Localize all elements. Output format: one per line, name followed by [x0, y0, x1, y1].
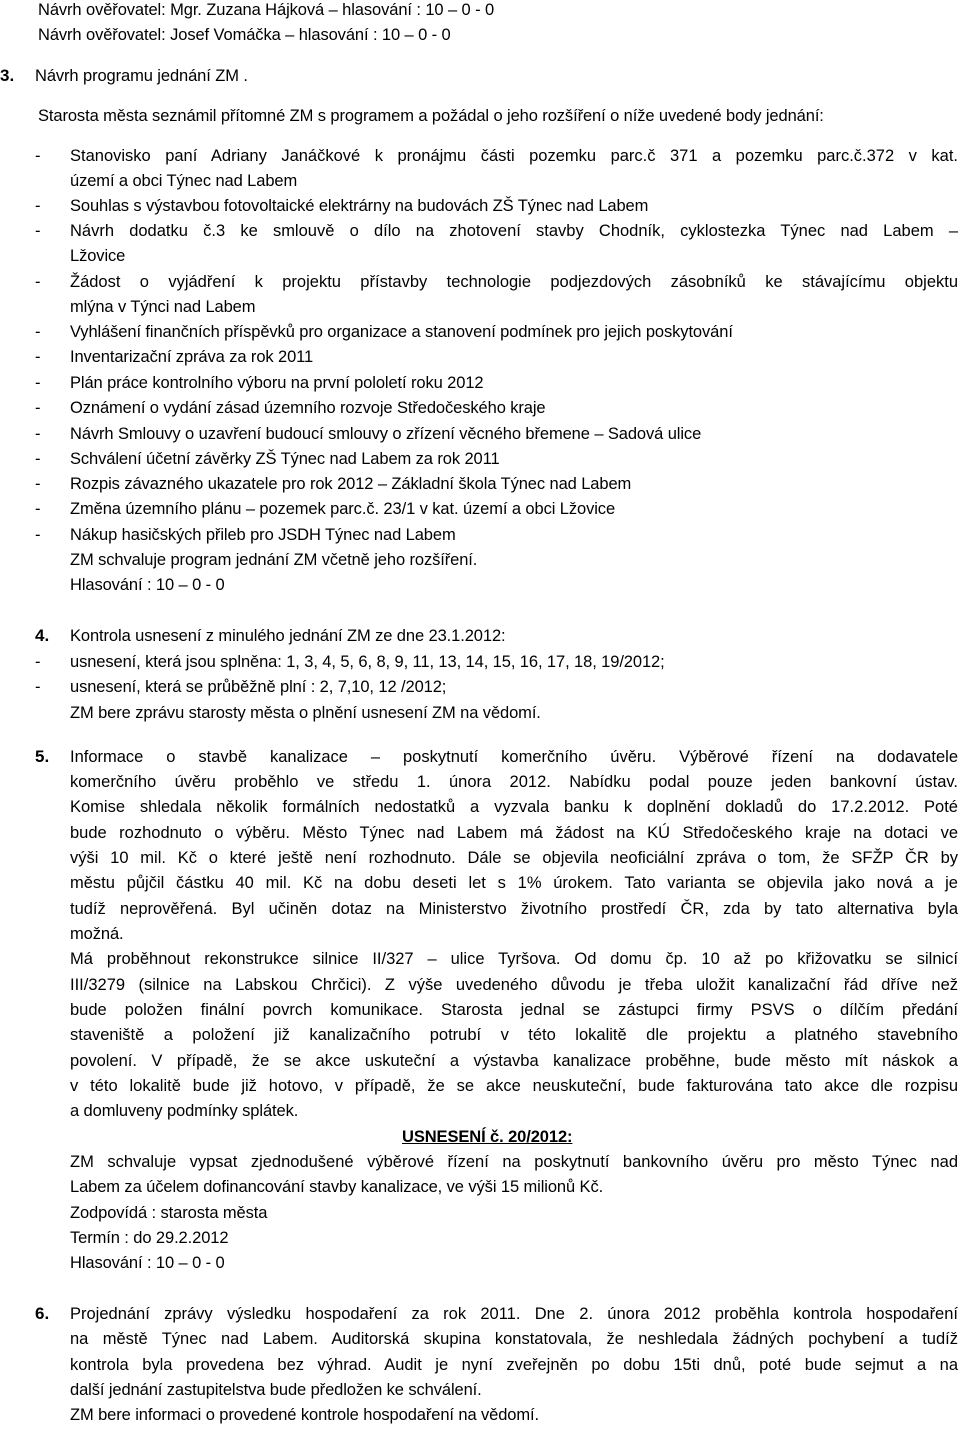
section-4-number: 4. [35, 626, 50, 645]
bullet-dash: - [35, 374, 41, 392]
section-6-p1-line: Projednání zprávy výsledku hospodaření za rok 2011. Dne 2. února 2012 proběhla kontrola hospodaření [70, 1305, 958, 1323]
section-5-p1-line: tudíž neprověřená. Byl učiněn dotaz na Ministerstvo životního prostředí ČR, zda by tato alternativa byla [70, 900, 958, 918]
agenda-item-6: Inventarizační zpráva za rok 2011 [70, 348, 314, 366]
section-4-item-2: usnesení, která se průběžně plní : 2, 7,10, 12 /2012; [70, 678, 447, 696]
section-5-p2-line: v této lokalitě bude již hotovo, v případě, že se akce neuskuteční, bude fakturována tato akce dle rozpisu [70, 1077, 958, 1095]
resolution-text: ZM schvaluje vypsat zjednodušené výběrové řízení na poskytnutí bankovního úvěru pro město Týnec nad [70, 1153, 958, 1171]
section-5-p2-line: a domluveny podmínky splátek. [70, 1102, 299, 1120]
agenda-item-11: Rozpis závazného ukazatele pro rok 2012 – Základní škola Týnec nad Labem [70, 475, 632, 493]
bullet-dash: - [35, 425, 41, 443]
section-5-p1-line: možná. [70, 925, 124, 943]
agenda-item-10: Schválení účetní závěrky ZŠ Týnec nad Labem za rok 2011 [70, 450, 500, 468]
section-6-number: 6. [35, 1304, 50, 1323]
resolution-responsible: Zodpovídá : starosta města [70, 1204, 268, 1222]
bullet-dash: - [35, 222, 41, 240]
verifier-line-1: Návrh ověřovatel: Mgr. Zuzana Hájková – hlasování : 10 – 0 - 0 [38, 1, 495, 19]
resolution-vote: Hlasování : 10 – 0 - 0 [70, 1254, 225, 1272]
section-3-resolution: ZM schvaluje program jednání ZM včetně jeho rozšíření. [70, 551, 478, 569]
agenda-item-5: Vyhlášení finančních příspěvků pro organizace a stanovení podmínek pro jejich poskytování [70, 323, 733, 341]
section-5-p1-line: Komise shledala několik formálních nedostatků a vyzvala banku k doplnění dokladů do 17.2.2012. Poté [70, 798, 958, 816]
bullet-dash: - [35, 197, 41, 215]
section-5-p1-line: výši 10 mil. Kč o které ještě není rozhodnuto. Dále se objevila neoficiální zpráva o tom, že SFŽP ČR by [70, 849, 958, 867]
section-5-p2-line: bude položen finální povrch komunikace. Starosta jednal se zástupci firmy PSVS o dílčím předání [70, 1001, 958, 1019]
bullet-dash: - [35, 147, 41, 165]
agenda-item-9: Návrh Smlouvy o uzavření budoucí smlouvy o zřízení věcného břemene – Sadová ulice [70, 425, 702, 443]
agenda-item-3: Návrh dodatku č.3 ke smlouvě o dílo na zhotovení stavby Chodník, cyklostezka Týnec nad Labem – [70, 222, 958, 240]
section-5-p1-line: komerčního úvěru proběhlo ve středu 1. února 2012. Nabídku podal pouze jeden bankovní ústav. [70, 773, 958, 791]
agenda-item-2: Souhlas s výstavbou fotovoltaické elektrárny na budovách ZŠ Týnec nad Labem [70, 197, 649, 215]
section-3-title: Návrh programu jednání ZM . [35, 67, 248, 85]
bullet-dash: - [35, 348, 41, 366]
section-5-p2-line: Má proběhnout rekonstrukce silnice II/327 – ulice Tyršova. Od domu čp. 10 až po křižovatku se silnicí [70, 950, 958, 968]
section-5-p2-line: staveniště a položení již kanalizačního potrubí v této lokalitě dle projektu a platného stavebního [70, 1026, 958, 1044]
agenda-item-4: Žádost o vyjádření k projektu přístavby technologie podjezdových zásobníků ke stávajícímu objektu [70, 273, 958, 291]
section-4-item-1: usnesení, která jsou splněna: 1, 3, 4, 5, 6, 8, 9, 11, 13, 14, 15, 16, 17, 18, 19/2012; [70, 653, 665, 671]
section-5-p1-line: Informace o stavbě kanalizace – poskytnutí komerčního úvěru. Výběrové řízení na dodavatele [70, 748, 958, 766]
section-6-p1-line: další jednání zastupitelstva bude předložen ke schválení. [70, 1381, 482, 1399]
agenda-item-1-cont: území a obci Týnec nad Labem [70, 172, 298, 190]
section-5-number: 5. [35, 747, 50, 766]
section-3-vote: Hlasování : 10 – 0 - 0 [70, 576, 225, 594]
agenda-item-3-cont: Lžovice [70, 247, 126, 265]
bullet-dash: - [35, 653, 41, 671]
resolution-text: Labem za účelem dofinancování stavby kanalizace, ve výši 15 milionů Kč. [70, 1178, 604, 1196]
agenda-item-8: Oznámení o vydání zásad územního rozvoje Středočeského kraje [70, 399, 546, 417]
section-5-p2-line: povolení. V případě, že se akce uskuteční a výstavba kanalizace proběhne, bude město mít náskok a [70, 1052, 958, 1070]
section-3-number: 3. [0, 66, 15, 85]
bullet-dash: - [35, 273, 41, 291]
section-6-p1-line: na městě Týnec nad Labem. Auditorská skupina konstatovala, že neshledala žádných pochybení a tudíž [70, 1330, 958, 1348]
bullet-dash: - [35, 399, 41, 417]
bullet-dash: - [35, 500, 41, 518]
agenda-item-1: Stanovisko paní Adriany Janáčkové k pronájmu části pozemku parc.č 371 a pozemku parc.č.372 v kat. [70, 147, 958, 165]
resolution-deadline: Termín : do 29.2.2012 [70, 1229, 229, 1247]
section-6-p1-line: kontrola byla provedena bez výhrad. Audit je nyní zveřejněn po dobu 15ti dnů, poté bude sejmut a na [70, 1356, 958, 1374]
section-4-title: Kontrola usnesení z minulého jednání ZM ze dne 23.1.2012: [70, 627, 506, 645]
bullet-dash: - [35, 678, 41, 696]
bullet-dash: - [35, 526, 41, 544]
section-6-resolution: ZM bere informaci o provedené kontrole hospodaření na vědomí. [70, 1406, 540, 1424]
section-5-p1-line: bude rozhodnuto o výběru. Město Týnec nad Labem má žádost na KÚ Středočeského kraje na dotaci ve [70, 824, 958, 842]
section-5-p1-line: městu půjčil částku 40 mil. Kč na dobu deseti let s 1% úrokem. Tato varianta se objevila jako nová a je [70, 874, 958, 892]
bullet-dash: - [35, 323, 41, 341]
bullet-dash: - [35, 475, 41, 493]
section-4-resolution: ZM bere zprávu starosty města o plnění usnesení ZM na vědomí. [70, 704, 541, 722]
agenda-item-7: Plán práce kontrolního výboru na první pololetí roku 2012 [70, 374, 484, 392]
resolution-heading: USNESENÍ č. 20/2012: [402, 1128, 573, 1146]
section-5-p2-line: III/3279 (silnice na Labskou Chrčici). Z výše uvedeného důvodu je třeba uložit kanalizační řád dříve než [70, 976, 958, 994]
agenda-item-13: Nákup hasičských přileb pro JSDH Týnec nad Labem [70, 526, 456, 544]
section-3-intro: Starosta města seznámil přítomné ZM s programem a požádal o jeho rozšíření o níže uvedené body jednání: [38, 107, 824, 125]
agenda-item-4-cont: mlýna v Týnci nad Labem [70, 298, 256, 316]
verifier-line-2: Návrh ověřovatel: Josef Vomáčka – hlasování : 10 – 0 - 0 [38, 26, 451, 44]
bullet-dash: - [35, 450, 41, 468]
agenda-item-12: Změna územního plánu – pozemek parc.č. 23/1 v kat. území a obci Lžovice [70, 500, 616, 518]
